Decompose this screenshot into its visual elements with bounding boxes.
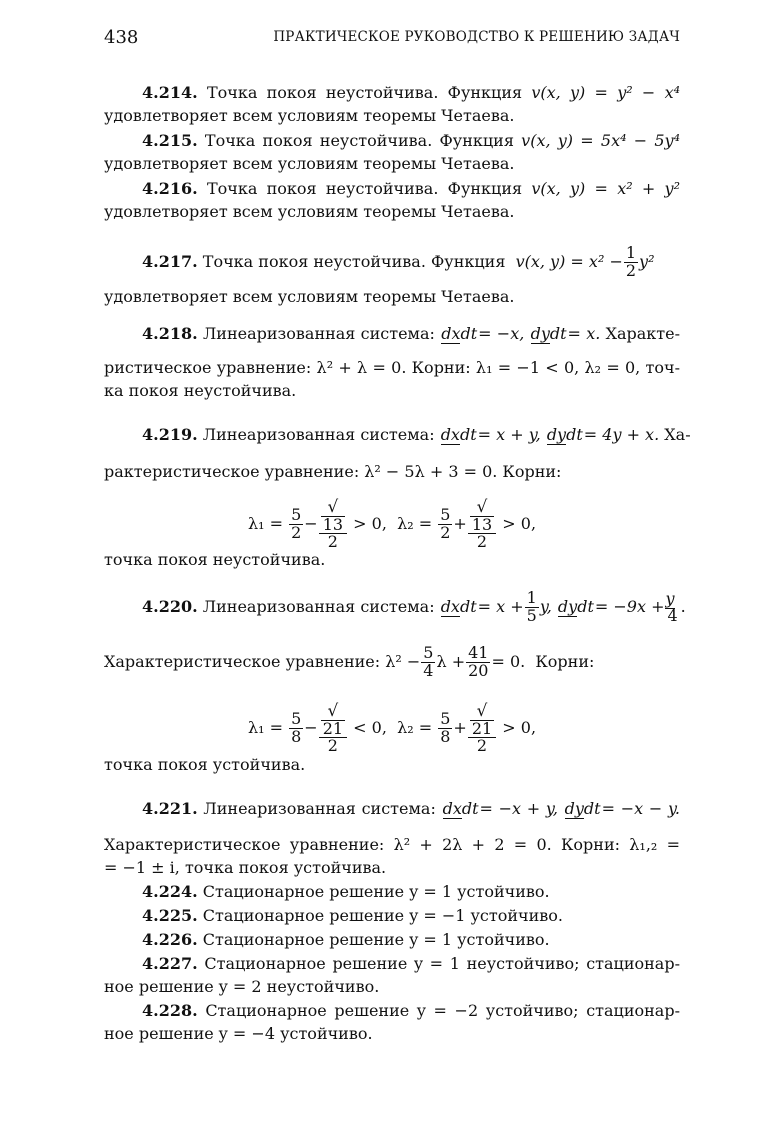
answer-4-219-line3: точка покоя неустойчива. xyxy=(104,550,326,569)
problem-number: 4.218. xyxy=(142,324,198,343)
problem-number: 4.226. xyxy=(142,930,198,949)
answer-4-227-cont: ное решение y = 2 неустойчиво. xyxy=(104,977,380,996)
answer-4-220-char: Характеристическое уравнение: λ² − $\frac{5}{4}$ λ + $\frac{41}{20}$ = 0. Корни: xyxy=(104,643,595,680)
problem-number: 4.216. xyxy=(142,179,198,198)
answer-4-217: 4.217. Точка покоя неустойчива. Функция v(x, y) = x² − $\frac{1}{2}$ y² xyxy=(142,243,655,280)
answer-4-228-cont: ное решение y = −4 устойчиво. xyxy=(104,1024,373,1043)
answer-text: Точка покоя неустойчива. Функция xyxy=(206,179,523,198)
answer-4-221-line3: = −1 ± i, точка покоя устойчива. xyxy=(104,858,387,877)
problem-number: 4.221. xyxy=(142,799,198,818)
answer-4-214 xyxy=(104,82,680,104)
answer-4-218: 4.218. Линеаризованная система: dxdt= −x, dydt= x. Характе- xyxy=(142,324,681,344)
problem-number: 4.214. xyxy=(142,83,198,102)
answer-4-219-line2: рактеристическое уравнение: λ² − 5λ + 3 = 0. Корни: xyxy=(104,462,562,481)
problem-number: 4.219. xyxy=(142,425,198,444)
answer-4-224: 4.224. Стационарное решение y = 1 устойчиво. xyxy=(142,882,550,901)
answer-4-228: 4.228. Стационарное решение y = −2 устойчиво; стационар- xyxy=(142,1001,680,1020)
page-number: 438 xyxy=(104,27,139,48)
formula: v(x, y) = x² + y² xyxy=(531,179,681,198)
formula: v(x, y) = y² − x⁴ xyxy=(531,83,681,102)
answer-4-215-cont: удовлетворяет всем условиям теоремы Четаева. xyxy=(104,154,515,173)
answer-4-218-line2: ристическое уравнение: λ² + λ = 0. Корни: λ₁ = −1 < 0, λ₂ = 0, точ- xyxy=(104,358,680,377)
problem-number: 4.217. xyxy=(142,252,198,271)
answer-4-220-line3: точка покоя устойчива. xyxy=(104,755,306,774)
formula: v(x, y) = x² − xyxy=(515,252,623,271)
answer-4-227: 4.227. Стационарное решение y = 1 неустойчиво; стационар- xyxy=(142,954,680,973)
answer-4-221: 4.221. Линеаризованная система: dxdt= −x + y, dydt= −x − y. xyxy=(142,799,680,819)
answer-4-220: 4.220. Линеаризованная система: dxdt= x + $\frac{1}{5}$ y, dydt= $-9x +\frac{y}{4}$ . xyxy=(142,588,686,625)
answer-4-225: 4.225. Стационарное решение y = −1 устойчиво. xyxy=(142,906,563,925)
page-header xyxy=(104,27,680,49)
running-title: ПРАКТИЧЕСКОЕ РУКОВОДСТВО К РЕШЕНИЮ ЗАДАЧ xyxy=(273,29,680,45)
answer-4-219: 4.219. Линеаризованная система: dxdt= x + y, dydt= 4y + x. Ха- xyxy=(142,425,691,445)
answer-text: Точка покоя неустойчива. Функция xyxy=(204,131,514,150)
answer-4-217-cont: удовлетворяет всем условиям теоремы Четаева. xyxy=(104,287,515,306)
problem-number: 4.215. xyxy=(142,131,198,150)
answer-4-226: 4.226. Стационарное решение y = 1 устойчиво. xyxy=(142,930,550,949)
answer-4-219-roots: λ₁ = $\frac{5}{2}$ − √ 13 2 > 0, λ₂ = $\frac{5}{2}$ + √ 13 2 > 0, xyxy=(247,496,537,552)
formula: v(x, y) = 5x⁴ − 5y⁴ xyxy=(521,131,680,150)
answer-4-216-cont: удовлетворяет всем условиям теоремы Четаева. xyxy=(104,202,515,221)
problem-number: 4.224. xyxy=(142,882,198,901)
fraction: $\frac{1}{2}$ xyxy=(625,243,637,280)
problem-number: 4.220. xyxy=(142,597,198,616)
problem-number: 4.228. xyxy=(142,1001,198,1020)
answer-text: Точка покоя неустойчива. Функция xyxy=(202,252,506,271)
problem-number: 4.227. xyxy=(142,954,198,973)
answer-4-218-line3: ка покоя неустойчива. xyxy=(104,381,297,400)
answer-4-215 xyxy=(104,130,680,152)
answer-4-216 xyxy=(104,178,680,200)
answer-text: Точка покоя неустойчива. Функция xyxy=(206,83,523,102)
problem-number: 4.225. xyxy=(142,906,198,925)
answer-4-220-roots: λ₁ = $\frac{5}{8}$ − √ 21 2 < 0, λ₂ = $\frac{5}{8}$ + √ 21 2 > 0, xyxy=(247,700,537,756)
answer-4-214-cont: удовлетворяет всем условиям теоремы Четаева. xyxy=(104,106,515,125)
answer-4-221-line2: Характеристическое уравнение: λ² + 2λ + 2 = 0. Корни: λ₁,₂ = xyxy=(104,835,680,854)
